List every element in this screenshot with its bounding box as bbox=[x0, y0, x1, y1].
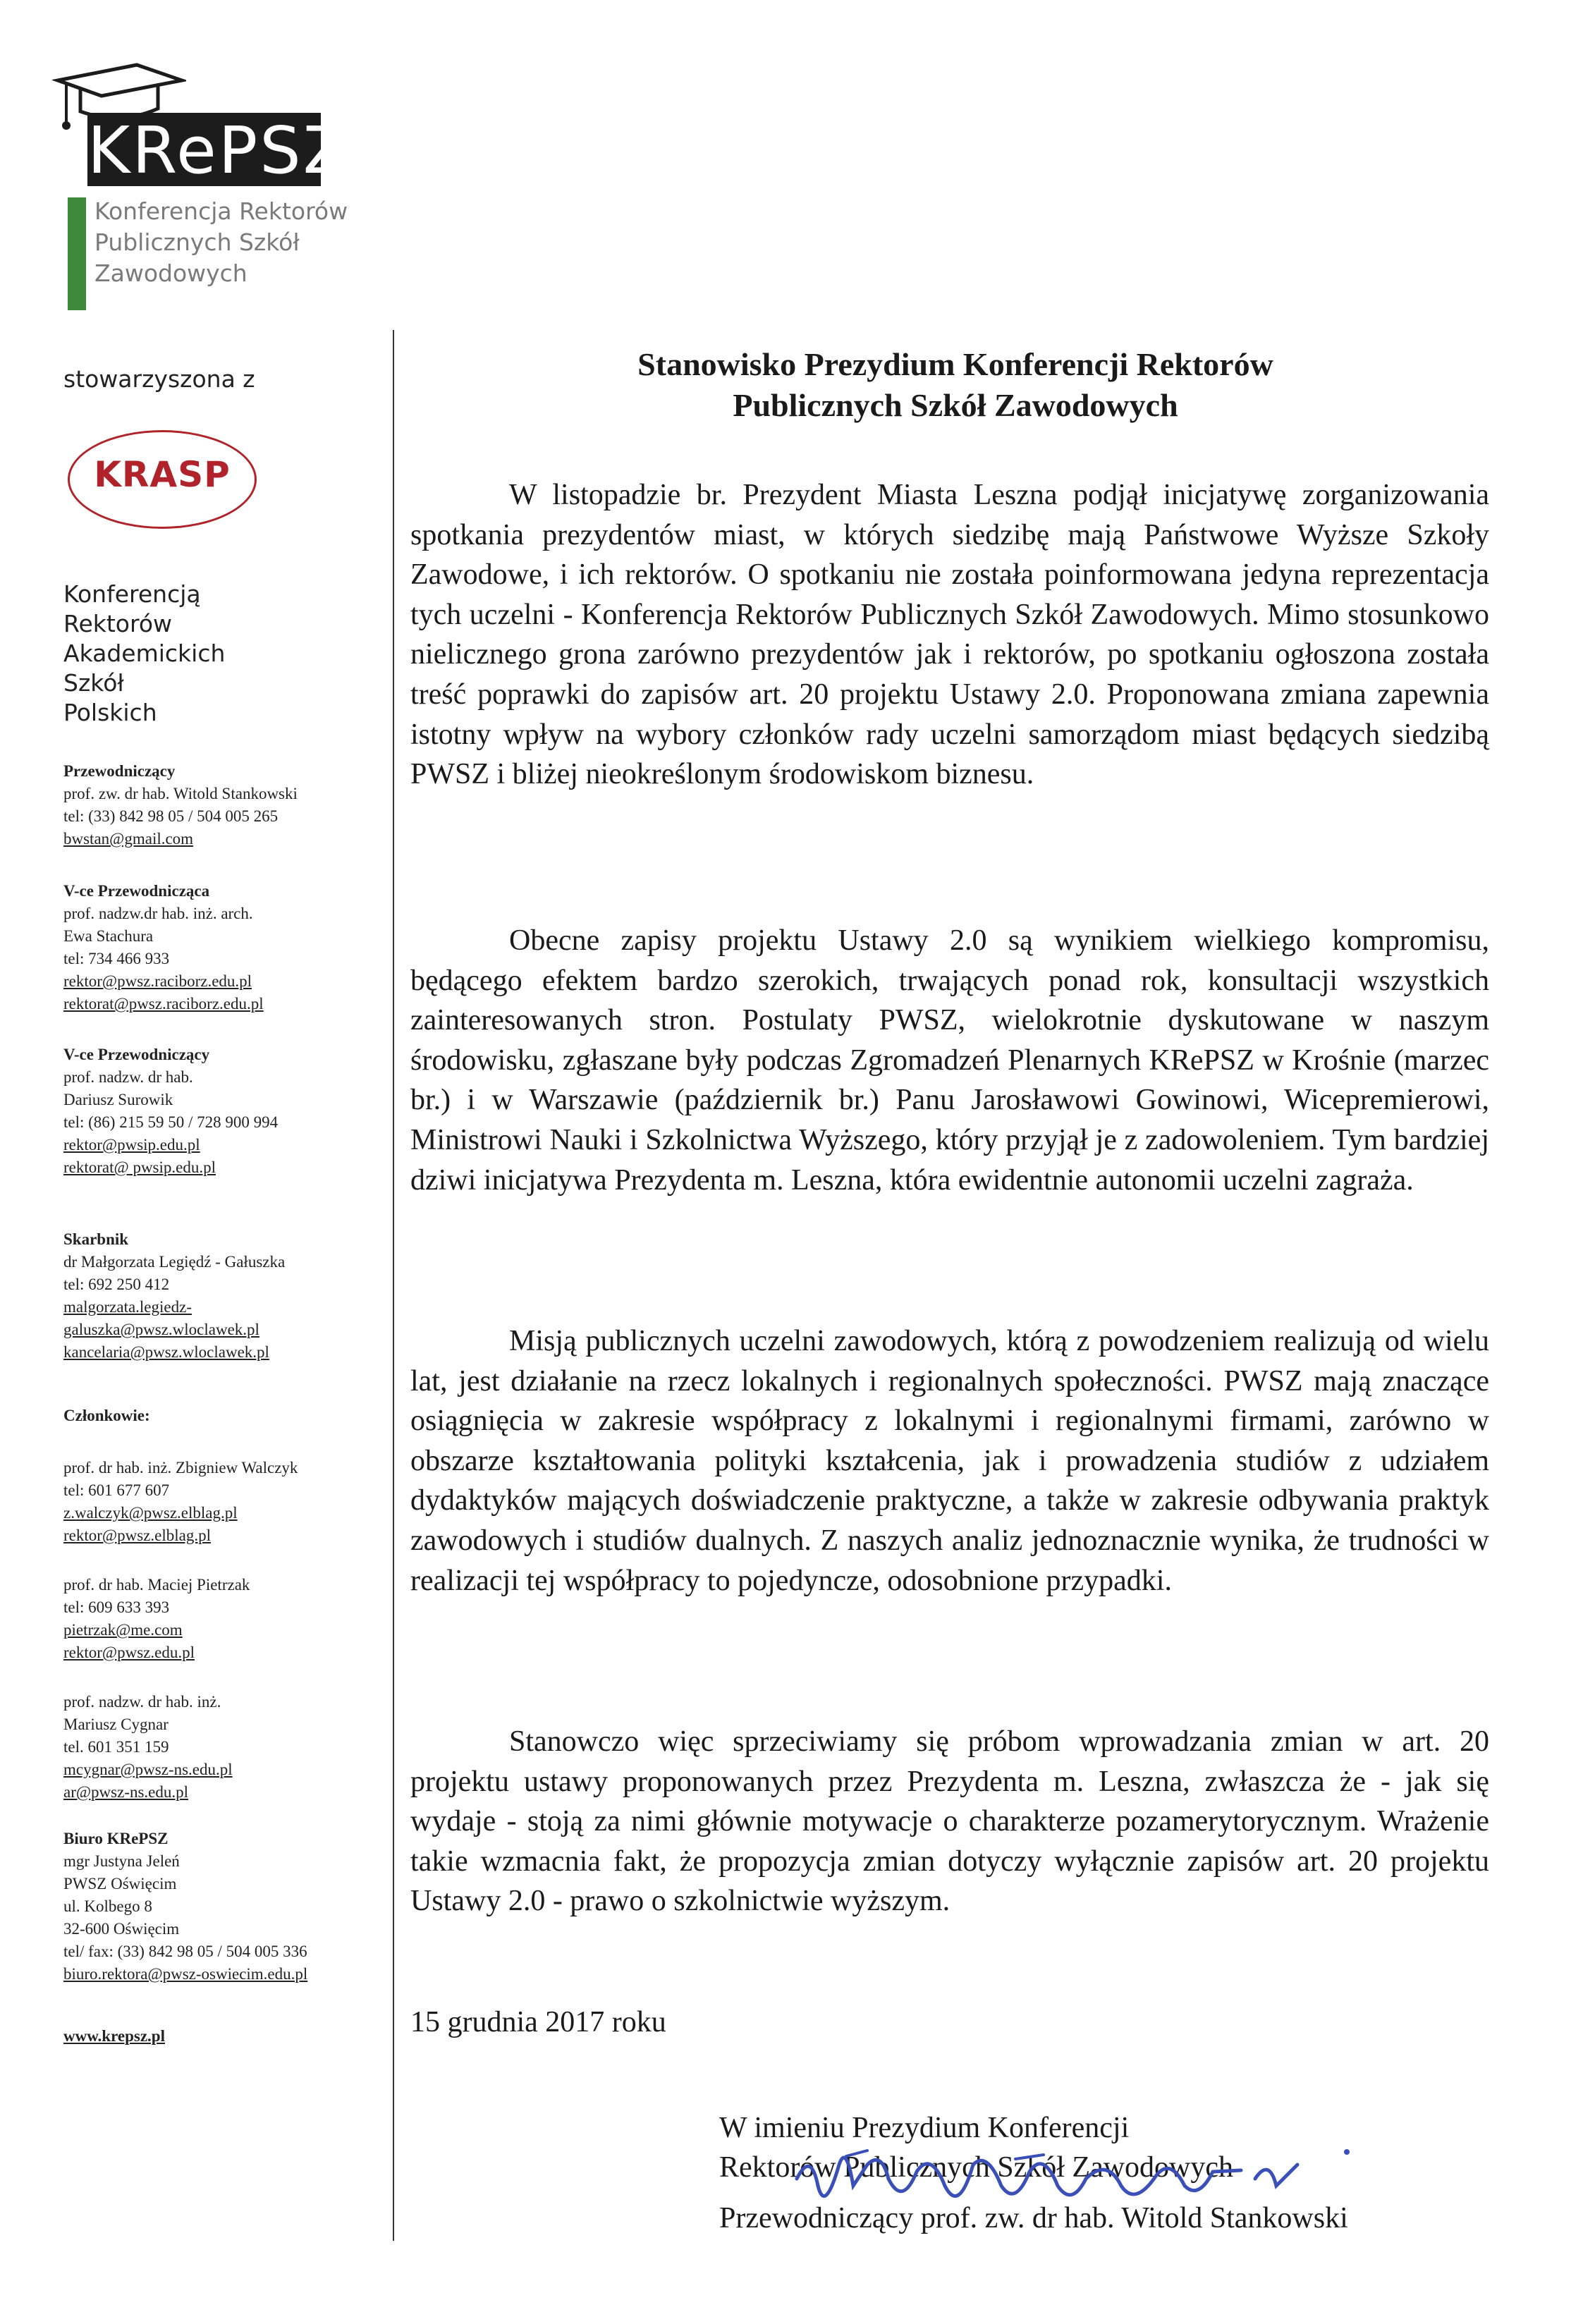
conference-name bbox=[94, 196, 348, 289]
vice-chair-1-title: prof. nadzw.dr hab. inż. arch. bbox=[63, 905, 253, 922]
office-contact-name: mgr Justyna Jeleń bbox=[63, 1852, 180, 1870]
conference-name-line: Publicznych Szkół bbox=[94, 228, 300, 256]
paragraph-4 bbox=[410, 1722, 1489, 1921]
krasp-name-line: Rektorów bbox=[63, 610, 173, 637]
member-3-phone: tel. 601 351 159 bbox=[63, 1738, 169, 1756]
letter-title-line: Publicznych Szkół Zawodowych bbox=[733, 387, 1178, 423]
member-1-block bbox=[63, 1457, 298, 1547]
krasp-name bbox=[63, 580, 225, 728]
member-3-email-link-2[interactable]: ar@pwsz-ns.edu.pl bbox=[63, 1783, 189, 1801]
conference-name-line: Konferencja Rektorów bbox=[94, 197, 348, 225]
krasp-logo-text: KRASP bbox=[94, 454, 231, 495]
krasp-logo bbox=[68, 430, 257, 529]
krasp-name-line: Konferencją bbox=[63, 580, 201, 608]
treasurer-phone: tel: 692 250 412 bbox=[63, 1276, 170, 1293]
paragraph-2 bbox=[410, 921, 1489, 1200]
paragraph-3-text: Misją publicznych uczelni zawodowych, którą z powodzeniem realizują od wielu lat, jest działanie na rzecz lokalnych i regionalnych społeczności. PWSZ mają znaczące osiągnięcia w zakresie współpracy z lokalnymi i regionalnymi firmami, zarówno w obszarze kształtowania polityki kształcenia, jak i prowadzenia studiów z udziałem dydaktyków mających doświadczenie praktyczne, a także w zakresie odbywania praktyk zawodowych i studiów dualnych. Z naszych analiz jednoznacznie wynika, że trudności w realizacji tej współpracy to pojedyncze, odosobnione przypadki. bbox=[410, 1325, 1489, 1597]
chair-phone: tel: (33) 842 98 05 / 504 005 265 bbox=[63, 807, 279, 825]
office-street: ul. Kolbego 8 bbox=[63, 1897, 152, 1915]
member-3-email-link[interactable]: mcygnar@pwsz-ns.edu.pl bbox=[63, 1761, 233, 1778]
members-heading: Członkowie: bbox=[63, 1407, 150, 1424]
associated-with-label: stowarzyszona z bbox=[63, 365, 255, 393]
chair-email-link[interactable]: bwstan@gmail.com bbox=[63, 830, 194, 848]
vice-chair-1-heading: V-ce Przewodnicząca bbox=[63, 882, 210, 900]
vice-chair-2-block bbox=[63, 1044, 278, 1179]
treasurer-block bbox=[63, 1228, 285, 1364]
signatory-line-1: W imieniu Prezydium Konferencji bbox=[719, 2112, 1130, 2144]
treasurer-email-link-2[interactable]: kancelaria@pwsz.wloclawek.pl bbox=[63, 1343, 269, 1361]
member-3-title: prof. nadzw. dr hab. inż. bbox=[63, 1693, 221, 1711]
member-1-phone: tel: 601 677 607 bbox=[63, 1481, 170, 1499]
member-1-name: prof. dr hab. inż. Zbigniew Walczyk bbox=[63, 1459, 298, 1476]
letter-title-line: Stanowisko Prezydium Konferencji Rektorów bbox=[637, 346, 1273, 382]
brand-logo-text: KRePSZ bbox=[87, 113, 350, 188]
office-city: 32-600 Oświęcim bbox=[63, 1920, 180, 1938]
website-link[interactable]: www.krepsz.pl bbox=[63, 2027, 165, 2045]
brand-accent-bar bbox=[68, 197, 86, 310]
member-2-phone: tel: 609 633 393 bbox=[63, 1598, 170, 1616]
vice-chair-2-heading: V-ce Przewodniczący bbox=[63, 1046, 210, 1063]
vice-chair-1-block bbox=[63, 880, 264, 1015]
signatory-line-2: Rektorów Publicznych Szkół Zawodowych bbox=[719, 2151, 1234, 2184]
paragraph-1-text: W listopadzie br. Prezydent Miasta Leszna podjął inicjatywę zorganizowania spotkania prezydentów miast, w których siedzibę mają Państwowe Wyższe Szkoły Zawodowe, i ich rektorów. O spotkaniu nie została poinformowana jedyna reprezentacja tych uczelni - Konferencja Rektorów Publicznych Szkół Zawodowych. Mimo stosunkowo nielicznego grona zarówno prezydentów jak i rektorów, po spotkaniu ogłoszona została treść poprawki do zapisów art. 20 projektu Ustawy 2.0. Proponowana zmiana zapewnia istotny wpływ na wybory członków rady uczelni samorządom miast będących siedzibą PWSZ i bliżej nieokreślonym środowiskom biznesu. bbox=[410, 479, 1489, 791]
member-1-email-link[interactable]: z.walczyk@pwsz.elblag.pl bbox=[63, 1504, 238, 1522]
member-2-email-link-2[interactable]: rektor@pwsz.edu.pl bbox=[63, 1644, 195, 1661]
vice-chair-1-phone: tel: 734 466 933 bbox=[63, 950, 170, 967]
office-heading: Biuro KRePSZ bbox=[63, 1830, 169, 1847]
paragraph-2-text: Obecne zapisy projektu Ustawy 2.0 są wynikiem wielkiego kompromisu, będącego efektem bardzo szerokich, trwających ponad rok, konsultacji wszystkich zainteresowanych stron. Postulaty PWSZ, wielokrotnie dyskutowane w naszym środowisku, zgłaszane były podczas Zgromadzeń Plenarnych KRePSZ w Krośnie (marzec br.) i w Warszawie (październik br.) Panu Jarosławowi Gowinowi, Wicepremierowi, Ministrowi Nauki i Szkolnictwa Wyższego, który przyjął je z zadowoleniem. Tym bardziej dziwi inicjatywa Prezydenta m. Leszna, która ewidentnie autonomii uczelni zagraża. bbox=[410, 924, 1489, 1197]
office-institution: PWSZ Oświęcim bbox=[63, 1875, 177, 1892]
treasurer-name: dr Małgorzata Legiędź - Gałuszka bbox=[63, 1253, 286, 1271]
vice-chair-1-email-link[interactable]: rektor@pwsz.raciborz.edu.pl bbox=[63, 972, 252, 990]
website-block bbox=[63, 2025, 165, 2048]
column-divider bbox=[393, 330, 394, 2241]
paragraph-4-text: Stanowczo więc sprzeciwiamy się próbom wprowadzania zmian w art. 20 projektu ustawy proponowanych przez Prezydenta m. Leszna, zwłaszcza że - jak się wydaje - stoją za nimi głównie motywacje o charakterze pozamerytorycznym. Wrażenie takie wzmacnia fakt, że propozycja zmian dotyczy wyłącznie zapisów art. 20 projektu Ustawy 2.0 - prawo o szkolnictwie wyższym. bbox=[410, 1725, 1489, 1918]
treasurer-email-link-cont[interactable]: galuszka@pwsz.wloclawek.pl bbox=[63, 1321, 259, 1338]
krasp-name-line: Szkół bbox=[63, 669, 124, 697]
paragraph-3 bbox=[410, 1321, 1489, 1601]
chair-name: prof. zw. dr hab. Witold Stankowski bbox=[63, 785, 298, 802]
member-2-email-link[interactable]: pietrzak@me.com bbox=[63, 1621, 183, 1639]
vice-chair-2-email-link[interactable]: rektor@pwsip.edu.pl bbox=[63, 1136, 200, 1154]
treasurer-email-link[interactable]: malgorzata.legiedz- bbox=[63, 1298, 192, 1316]
vice-chair-1-email-link-2[interactable]: rektorat@pwsz.raciborz.edu.pl bbox=[63, 995, 264, 1013]
krasp-name-line: Akademickich bbox=[63, 640, 226, 667]
treasurer-heading: Skarbnik bbox=[63, 1230, 129, 1248]
member-2-name: prof. dr hab. Maciej Pietrzak bbox=[63, 1576, 250, 1594]
chair-heading: Przewodniczący bbox=[63, 762, 176, 780]
member-3-block bbox=[63, 1691, 233, 1804]
vice-chair-2-name: Dariusz Surowik bbox=[63, 1091, 173, 1108]
vice-chair-2-title: prof. nadzw. dr hab. bbox=[63, 1068, 193, 1086]
krasp-name-line: Polskich bbox=[63, 699, 157, 726]
member-3-name: Mariusz Cygnar bbox=[63, 1716, 169, 1733]
member-1-email-link-2[interactable]: rektor@pwsz.elblag.pl bbox=[63, 1527, 211, 1544]
letter-date: 15 grudnia 2017 roku bbox=[410, 2006, 666, 2038]
letter-title bbox=[423, 344, 1488, 426]
paragraph-1 bbox=[410, 475, 1489, 795]
members-block bbox=[63, 1405, 150, 1427]
conference-name-line: Zawodowych bbox=[94, 259, 247, 287]
office-phone: tel/ fax: (33) 842 98 05 / 504 005 336 bbox=[63, 1943, 307, 1960]
vice-chair-2-phone: tel: (86) 215 59 50 / 728 900 994 bbox=[63, 1113, 279, 1131]
chair-block bbox=[63, 760, 298, 850]
vice-chair-1-name: Ewa Stachura bbox=[63, 927, 154, 945]
vice-chair-2-email-link-2[interactable]: rektorat@ pwsip.edu.pl bbox=[63, 1158, 216, 1176]
office-block bbox=[63, 1828, 307, 1986]
member-2-block bbox=[63, 1574, 250, 1664]
office-email-link[interactable]: biuro.rektora@pwsz-oswiecim.edu.pl bbox=[63, 1965, 308, 1983]
signatory-line-3: Przewodniczący prof. zw. dr hab. Witold Stankowski bbox=[719, 2202, 1348, 2234]
